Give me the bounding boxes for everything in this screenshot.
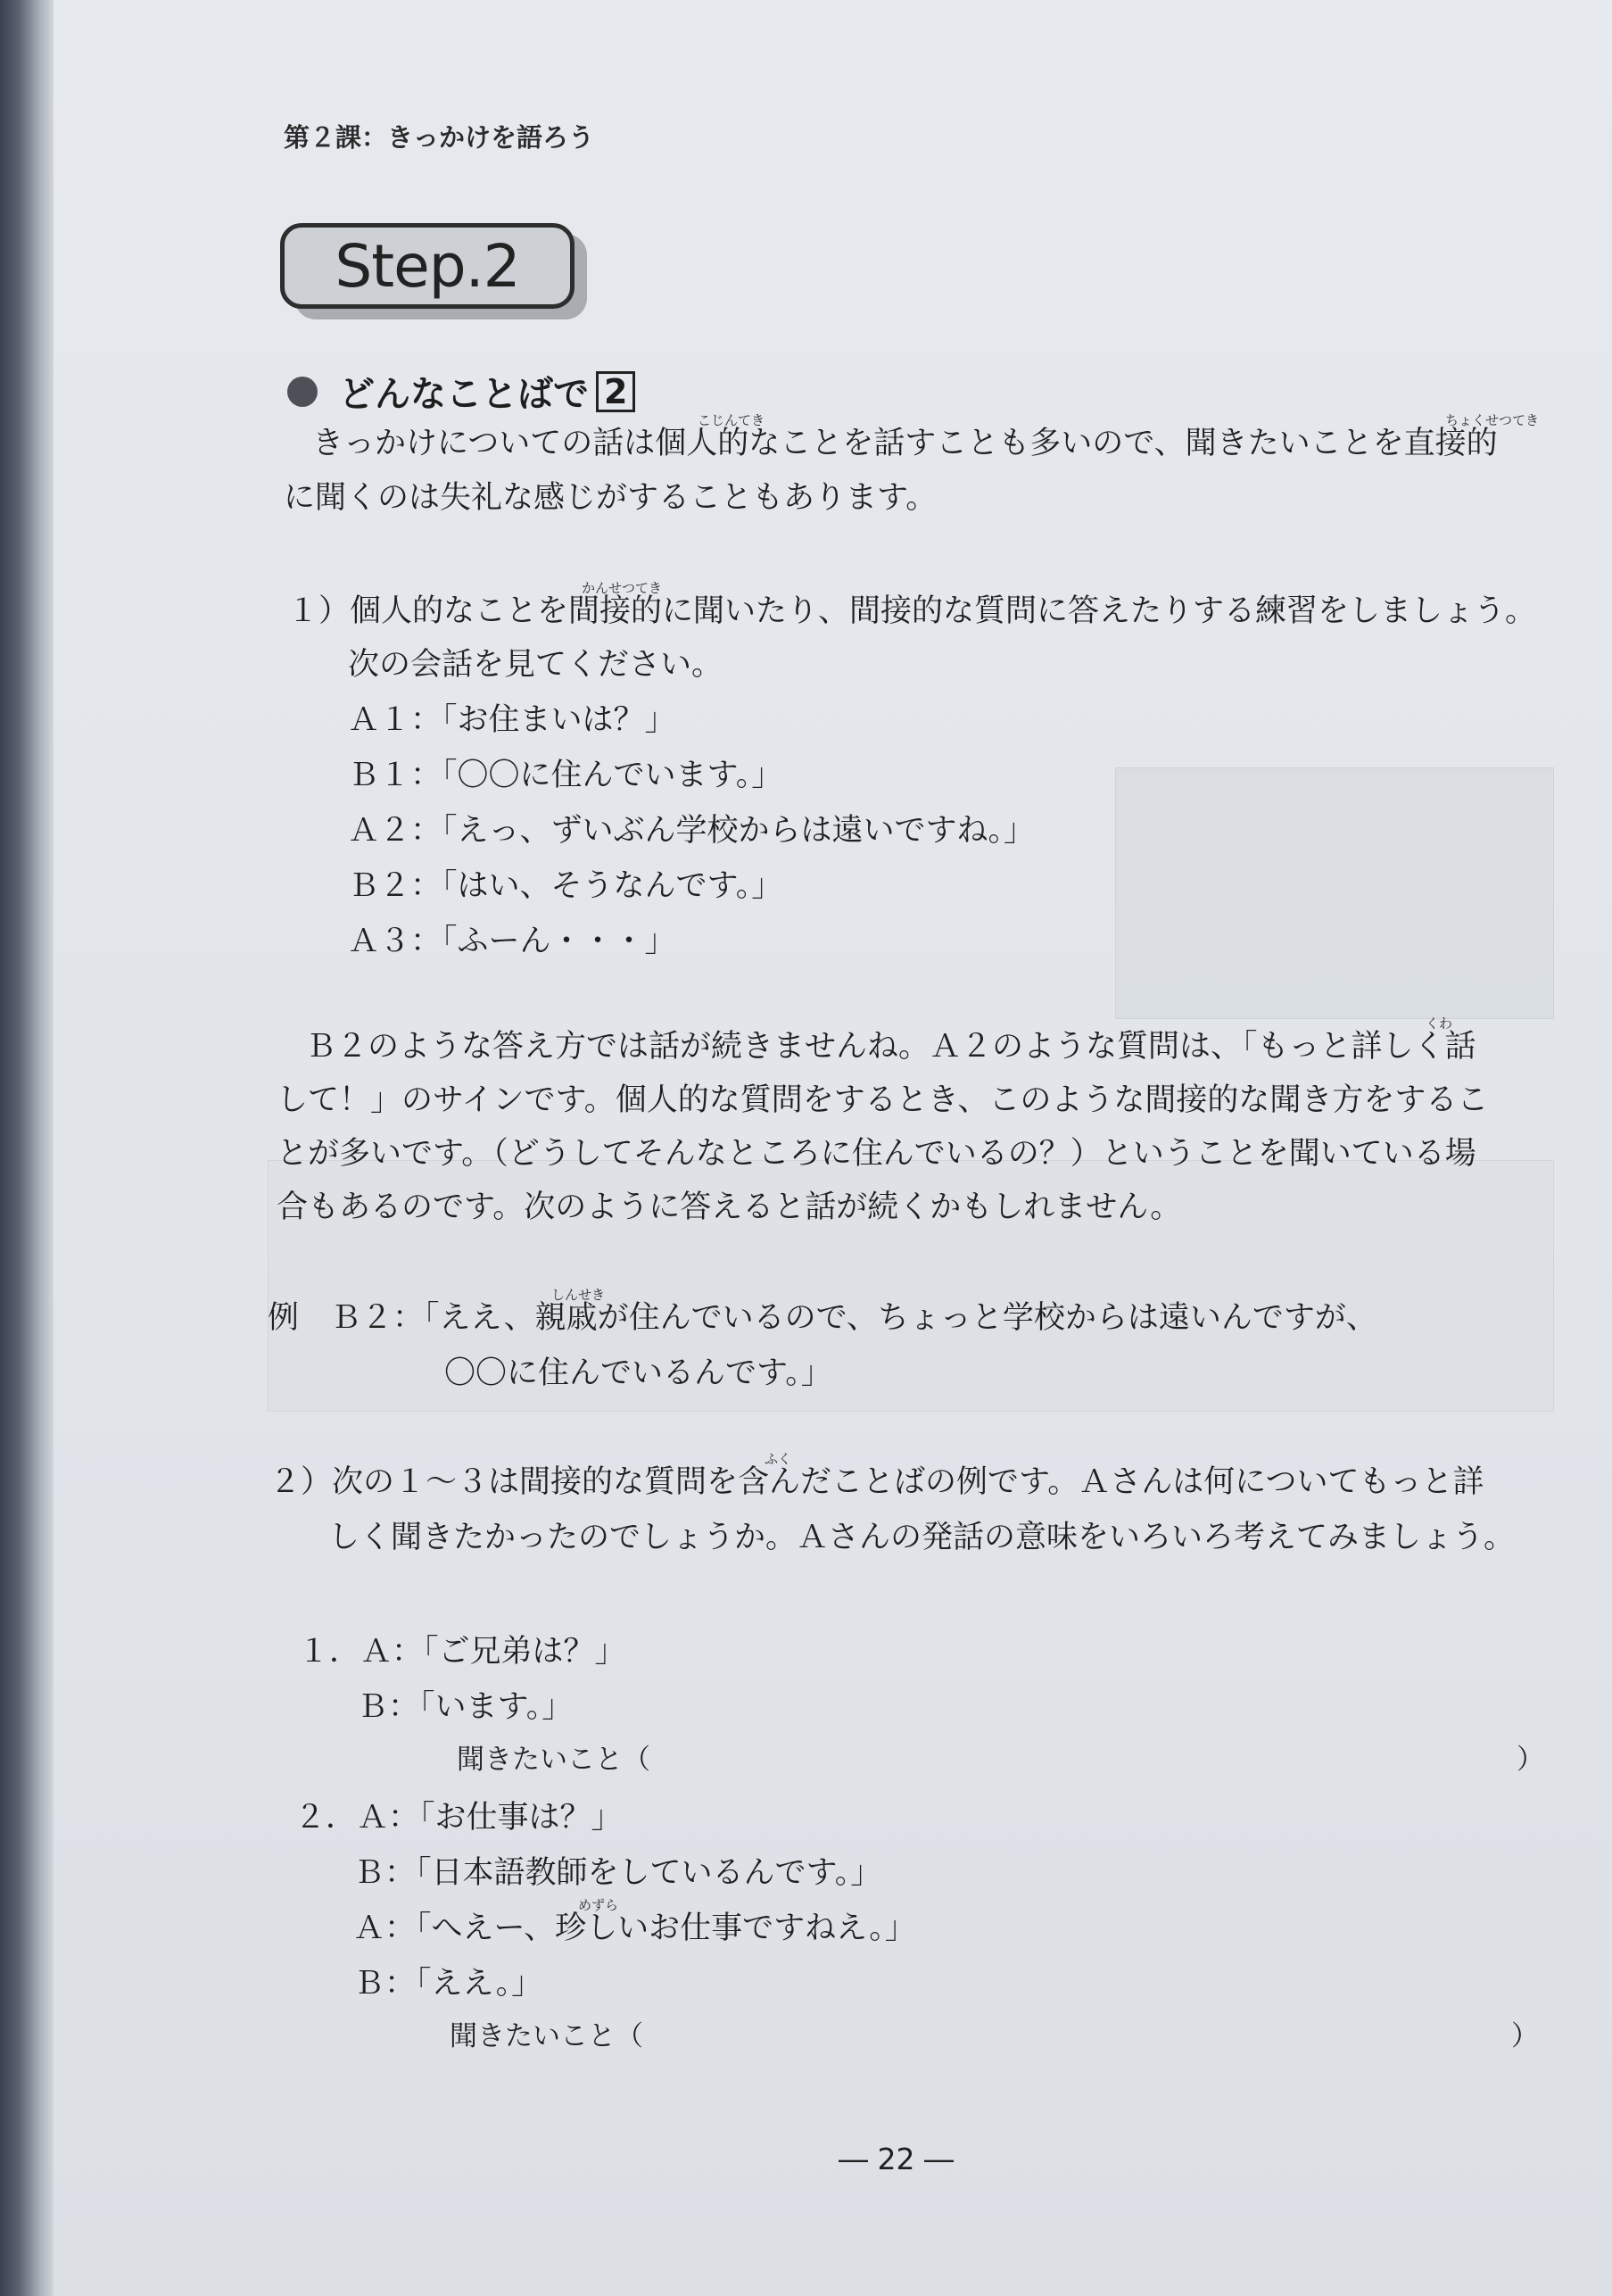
dialogue-line: Ｂ１：「〇〇に住んでいます。」: [348, 758, 783, 793]
ruby: ちょくせつてき: [1445, 412, 1540, 428]
example-line: 例 Ｂ２：「ええ、親戚が住んでいるので、ちょっと学校からは遠いんですが、: [268, 1300, 1377, 1336]
step-badge: [280, 223, 575, 309]
dialogue-line: Ａ３：「ふーん・・・」: [348, 924, 676, 959]
page-number: ― 22 ―: [839, 2142, 954, 2176]
intro-line: に聞くのは失礼な感じがすることもあります。: [284, 480, 938, 516]
dialogue-line: Ｂ２：「はい、そうなんです。」: [348, 868, 783, 904]
ruby: しんせき: [551, 1287, 606, 1303]
show-through: [1115, 767, 1554, 1019]
question-line: しく聞きたかったのでしょうか。Ａさんの発話の意味をいろいろ考えてみましょう。: [328, 1520, 1516, 1555]
question-line: 次の会話を見てください。: [348, 647, 723, 683]
ruby: くわ: [1426, 1015, 1453, 1032]
question-line: １）個人的なことを間接的に聞いたり、間接的な質問に答えたりする練習をしましょう。: [287, 593, 1537, 629]
dialogue-line: Ａ２：「えっ、ずいぶん学校からは遠いですね。」: [348, 813, 1036, 849]
exercise-line: １．Ａ：「ご兄弟は？」: [298, 1634, 626, 1670]
exercise-line: Ａ：「へえー、珍しいお仕事ですねえ。」: [353, 1911, 916, 1946]
explanation-line: して！」のサインです。個人的な質問をするとき、このような間接的な聞き方をするこ: [277, 1082, 1489, 1118]
answer-prompt: 聞きたいこと（: [457, 1744, 650, 1776]
intro-line: きっかけについての話は個人的なことを話すことも多いので、聞きたいことを直接的: [312, 426, 1498, 461]
question-line: ２）次の１～３は間接的な質問を含んだことばの例です。Ａさんは何についてもっと詳: [269, 1464, 1484, 1500]
exercise-line: Ｂ：「ええ。」: [353, 1966, 543, 2002]
exercise-line: Ｂ：「います。」: [357, 1689, 574, 1725]
bullet-icon: [287, 377, 318, 407]
answer-close: ）: [1517, 1744, 1544, 1776]
section-number: 2: [596, 371, 635, 412]
example-line: 〇〇に住んでいるんです。」: [444, 1355, 832, 1391]
exercise-line: Ｂ：「日本語教師をしているんです。」: [353, 1855, 882, 1891]
section-title-text: どんなことばで: [339, 374, 589, 415]
explanation-line: とが多いです。（どうしてそんなところに住んでいるの？）ということを聞いている場: [277, 1136, 1476, 1172]
ruby: かんせつてき: [582, 580, 663, 596]
section-title: [287, 366, 635, 417]
book-spine: [0, 0, 54, 2296]
answer-prompt: 聞きたいこと（: [450, 2020, 643, 2052]
explanation-line: 合もあるのです。次のように答えると話が続くかもしれません。: [277, 1189, 1182, 1225]
chapter-header: 第２課：きっかけを語ろう: [284, 122, 595, 153]
ruby: めずら: [578, 1897, 619, 1913]
exercise-line: ２．Ａ：「お仕事は？」: [294, 1800, 623, 1836]
dialogue-line: Ａ１：「お住まいは？」: [348, 702, 676, 738]
explanation-line: Ｂ２のような答え方では話が続きませんね。Ａ２のような質問は、「もっと詳しく話: [305, 1029, 1476, 1065]
step-label: Step.2: [335, 231, 520, 301]
ruby: こじんてき: [698, 412, 765, 428]
ruby: ふく: [765, 1451, 792, 1467]
answer-close: ）: [1511, 2020, 1539, 2052]
